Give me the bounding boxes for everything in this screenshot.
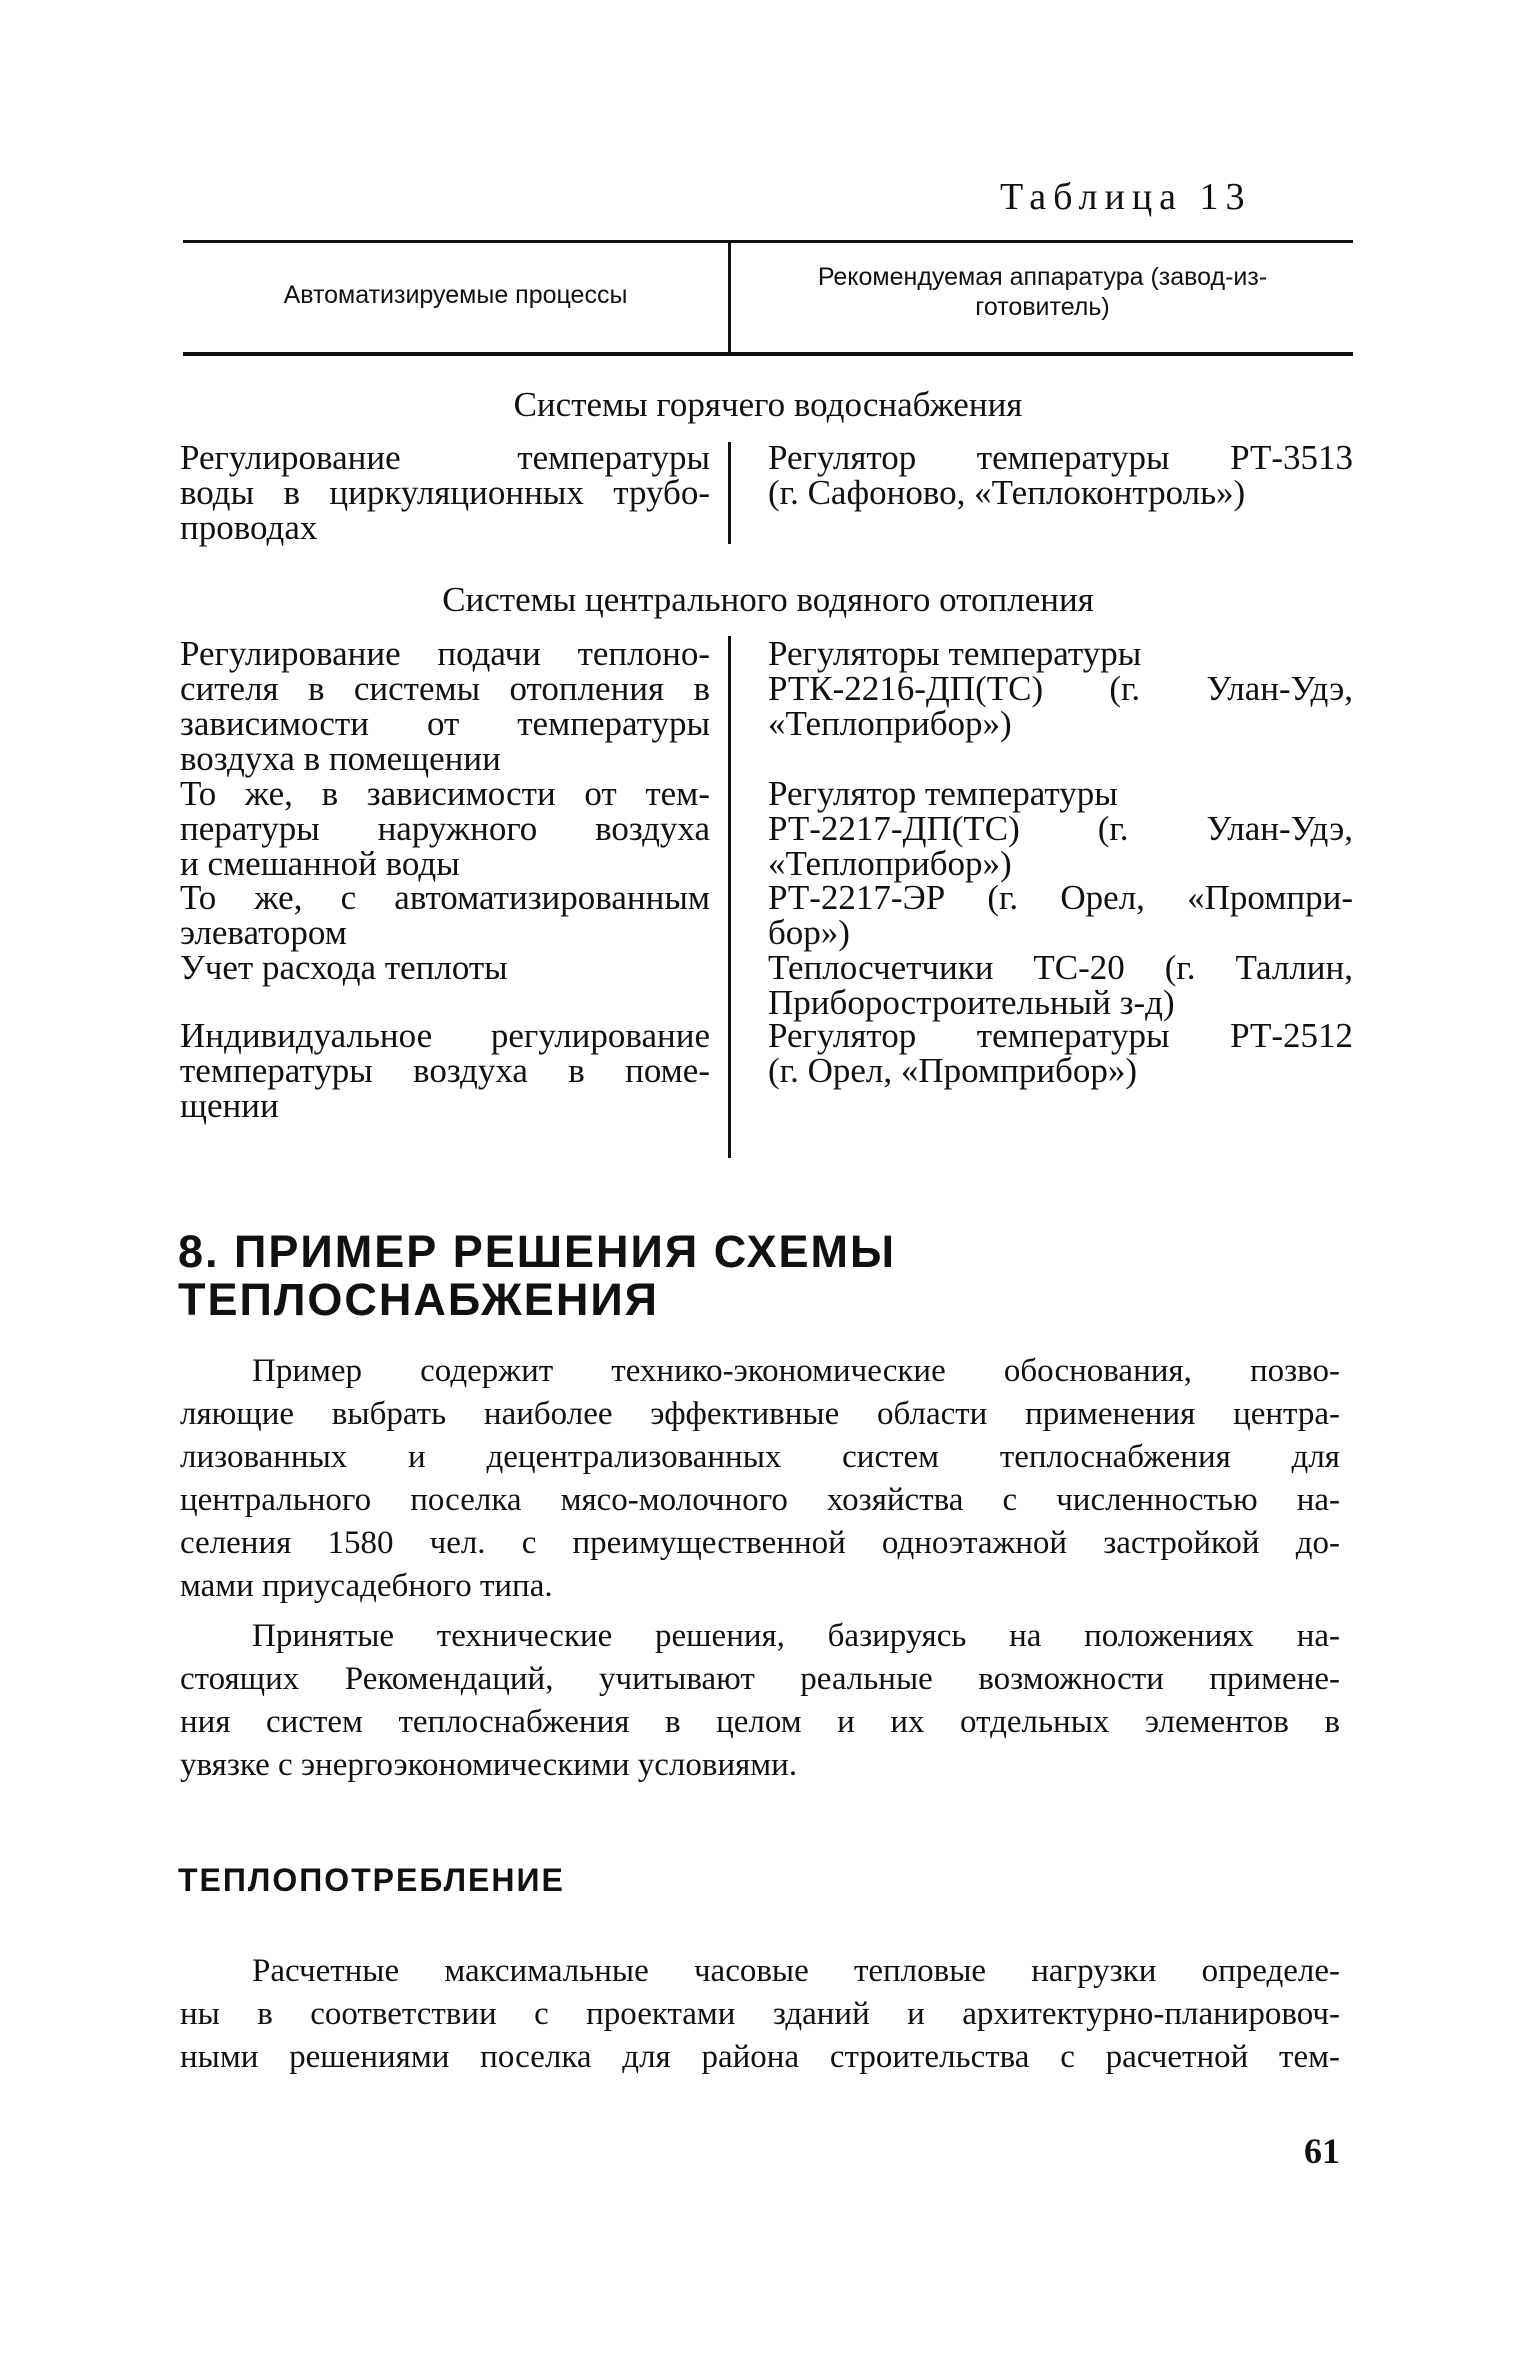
text-line: увязке с энергоэкономическими условиями. — [180, 1747, 798, 1783]
subsection-heading: ТЕПЛОПОТРЕБЛЕНИЕ — [178, 1862, 565, 1898]
text-line: Регулирование подачи теплоно- — [180, 634, 710, 673]
text-line: (г. Орел, «Промприбор») — [768, 1051, 1138, 1090]
text-line: ния систем теплоснабжения в целом и их отдельных элементов в — [180, 1704, 1340, 1740]
table-row-equipment — [768, 776, 1353, 881]
text-line: Регулятор температуры РТ-3513 — [768, 438, 1353, 477]
text-line: селения 1580 чел. с преимущественной одноэтажной застройкой до- — [180, 1525, 1340, 1561]
text-line: Учет расхода теплоты — [180, 948, 508, 987]
table-header-rule — [183, 352, 1353, 356]
table-caption: Таблица 13 — [1000, 176, 1252, 218]
text-line: щении — [180, 1086, 279, 1125]
text-line: Регулятор температуры РТ-2512 — [768, 1016, 1353, 1055]
text-line: РТ-2217-ДП(ТС) (г. Улан-Удэ, — [768, 809, 1353, 848]
text-line: Принятые технические решения, базируясь на положениях на- — [252, 1618, 1340, 1654]
table-row-process — [180, 880, 710, 950]
text-line: стоящих Рекомендаций, учитывают реальные возможности примене- — [180, 1661, 1340, 1697]
section2-column-divider — [728, 636, 731, 1158]
text-line: элеватором — [180, 913, 347, 952]
text-line: Теплосчетчики ТС-20 (г. Таллин, — [768, 948, 1353, 987]
table-row-process — [180, 776, 710, 881]
header-equipment-line-1: Рекомендуемая аппаратура (завод-из- — [817, 263, 1268, 291]
text-line: РТ-2217-ЭР (г. Орел, «Промпри- — [768, 878, 1353, 917]
text-line: Индивидуальное регулирование — [180, 1016, 710, 1055]
table-row-process — [180, 636, 710, 776]
table-row-equipment — [768, 440, 1353, 510]
chapter-title-line-2: ТЕПЛОСНАБЖЕНИЯ — [178, 1274, 660, 1325]
text-line: Регулятор температуры — [768, 774, 1118, 813]
text-line: мами приусадебного типа. — [180, 1568, 553, 1604]
text-line: воздуха в помещении — [180, 739, 501, 778]
text-line: Приборостроительный з-д) — [768, 983, 1175, 1022]
paragraph — [180, 1615, 1340, 1787]
text-line: Регуляторы температуры — [768, 634, 1142, 673]
text-line: центрального поселка мясо-молочного хозяйства с численностью на- — [180, 1482, 1340, 1518]
text-line: Пример содержит технико-экономические обоснования, позво- — [252, 1353, 1340, 1389]
paragraph — [180, 1350, 1340, 1608]
header-equipment — [735, 262, 1350, 322]
paragraph — [180, 1950, 1340, 2079]
table-row-process — [180, 440, 710, 545]
table-row-equipment — [768, 636, 1353, 741]
section1-column-divider — [728, 442, 731, 544]
text-line: «Теплоприбор») — [768, 704, 1012, 743]
chapter-title-line-1: 8. ПРИМЕР РЕШЕНИЯ СХЕМЫ — [178, 1226, 897, 1277]
table-row-equipment — [768, 950, 1353, 1020]
text-line: Расчетные максимальные часовые тепловые нагрузки определе- — [252, 1953, 1340, 1989]
table-top-rule — [183, 240, 1353, 243]
table-row-equipment — [768, 1018, 1353, 1088]
text-line: То же, с автоматизированным — [180, 878, 710, 917]
header-column-divider — [728, 242, 731, 352]
chapter-title — [178, 1228, 896, 1324]
section-heading-central-heating: Системы центрального водяного отопления — [442, 580, 1094, 619]
text-line: сителя в системы отопления в — [180, 669, 710, 708]
text-line: зависимости от температуры — [180, 704, 710, 743]
text-line: лизованных и децентрализованных систем теплоснабжения для — [180, 1439, 1340, 1475]
text-line: температуры воздуха в поме- — [180, 1051, 710, 1090]
page-number: 61 — [1304, 2131, 1340, 2171]
section-heading-hot-water: Системы горячего водоснабжения — [513, 385, 1023, 424]
text-line: РТК-2216-ДП(ТС) (г. Улан-Удэ, — [768, 669, 1353, 708]
table-row-process — [180, 950, 710, 985]
header-processes: Автоматизируемые процессы — [283, 281, 628, 309]
text-line: «Теплоприбор») — [768, 844, 1012, 883]
table-row-process — [180, 1018, 710, 1123]
text-line: и смешанной воды — [180, 844, 460, 883]
text-line: пературы наружного воздуха — [180, 809, 710, 848]
text-line: ны в соответствии с проектами зданий и архитектурно-планировоч- — [180, 1996, 1340, 2032]
text-line: То же, в зависимости от тем- — [180, 774, 710, 813]
text-line: ляющие выбрать наиболее эффективные области применения центра- — [180, 1396, 1340, 1432]
table-row-equipment — [768, 880, 1353, 950]
text-line: бор») — [768, 913, 850, 952]
text-line: проводах — [180, 508, 318, 547]
text-line: (г. Сафоново, «Теплоконтроль») — [768, 473, 1246, 512]
text-line: Регулирование температуры — [180, 438, 710, 477]
text-line: воды в циркуляционных трубо- — [180, 473, 710, 512]
text-line: ными решениями поселка для района строительства с расчетной тем- — [180, 2039, 1340, 2075]
header-equipment-line-2: готовитель) — [975, 293, 1110, 321]
